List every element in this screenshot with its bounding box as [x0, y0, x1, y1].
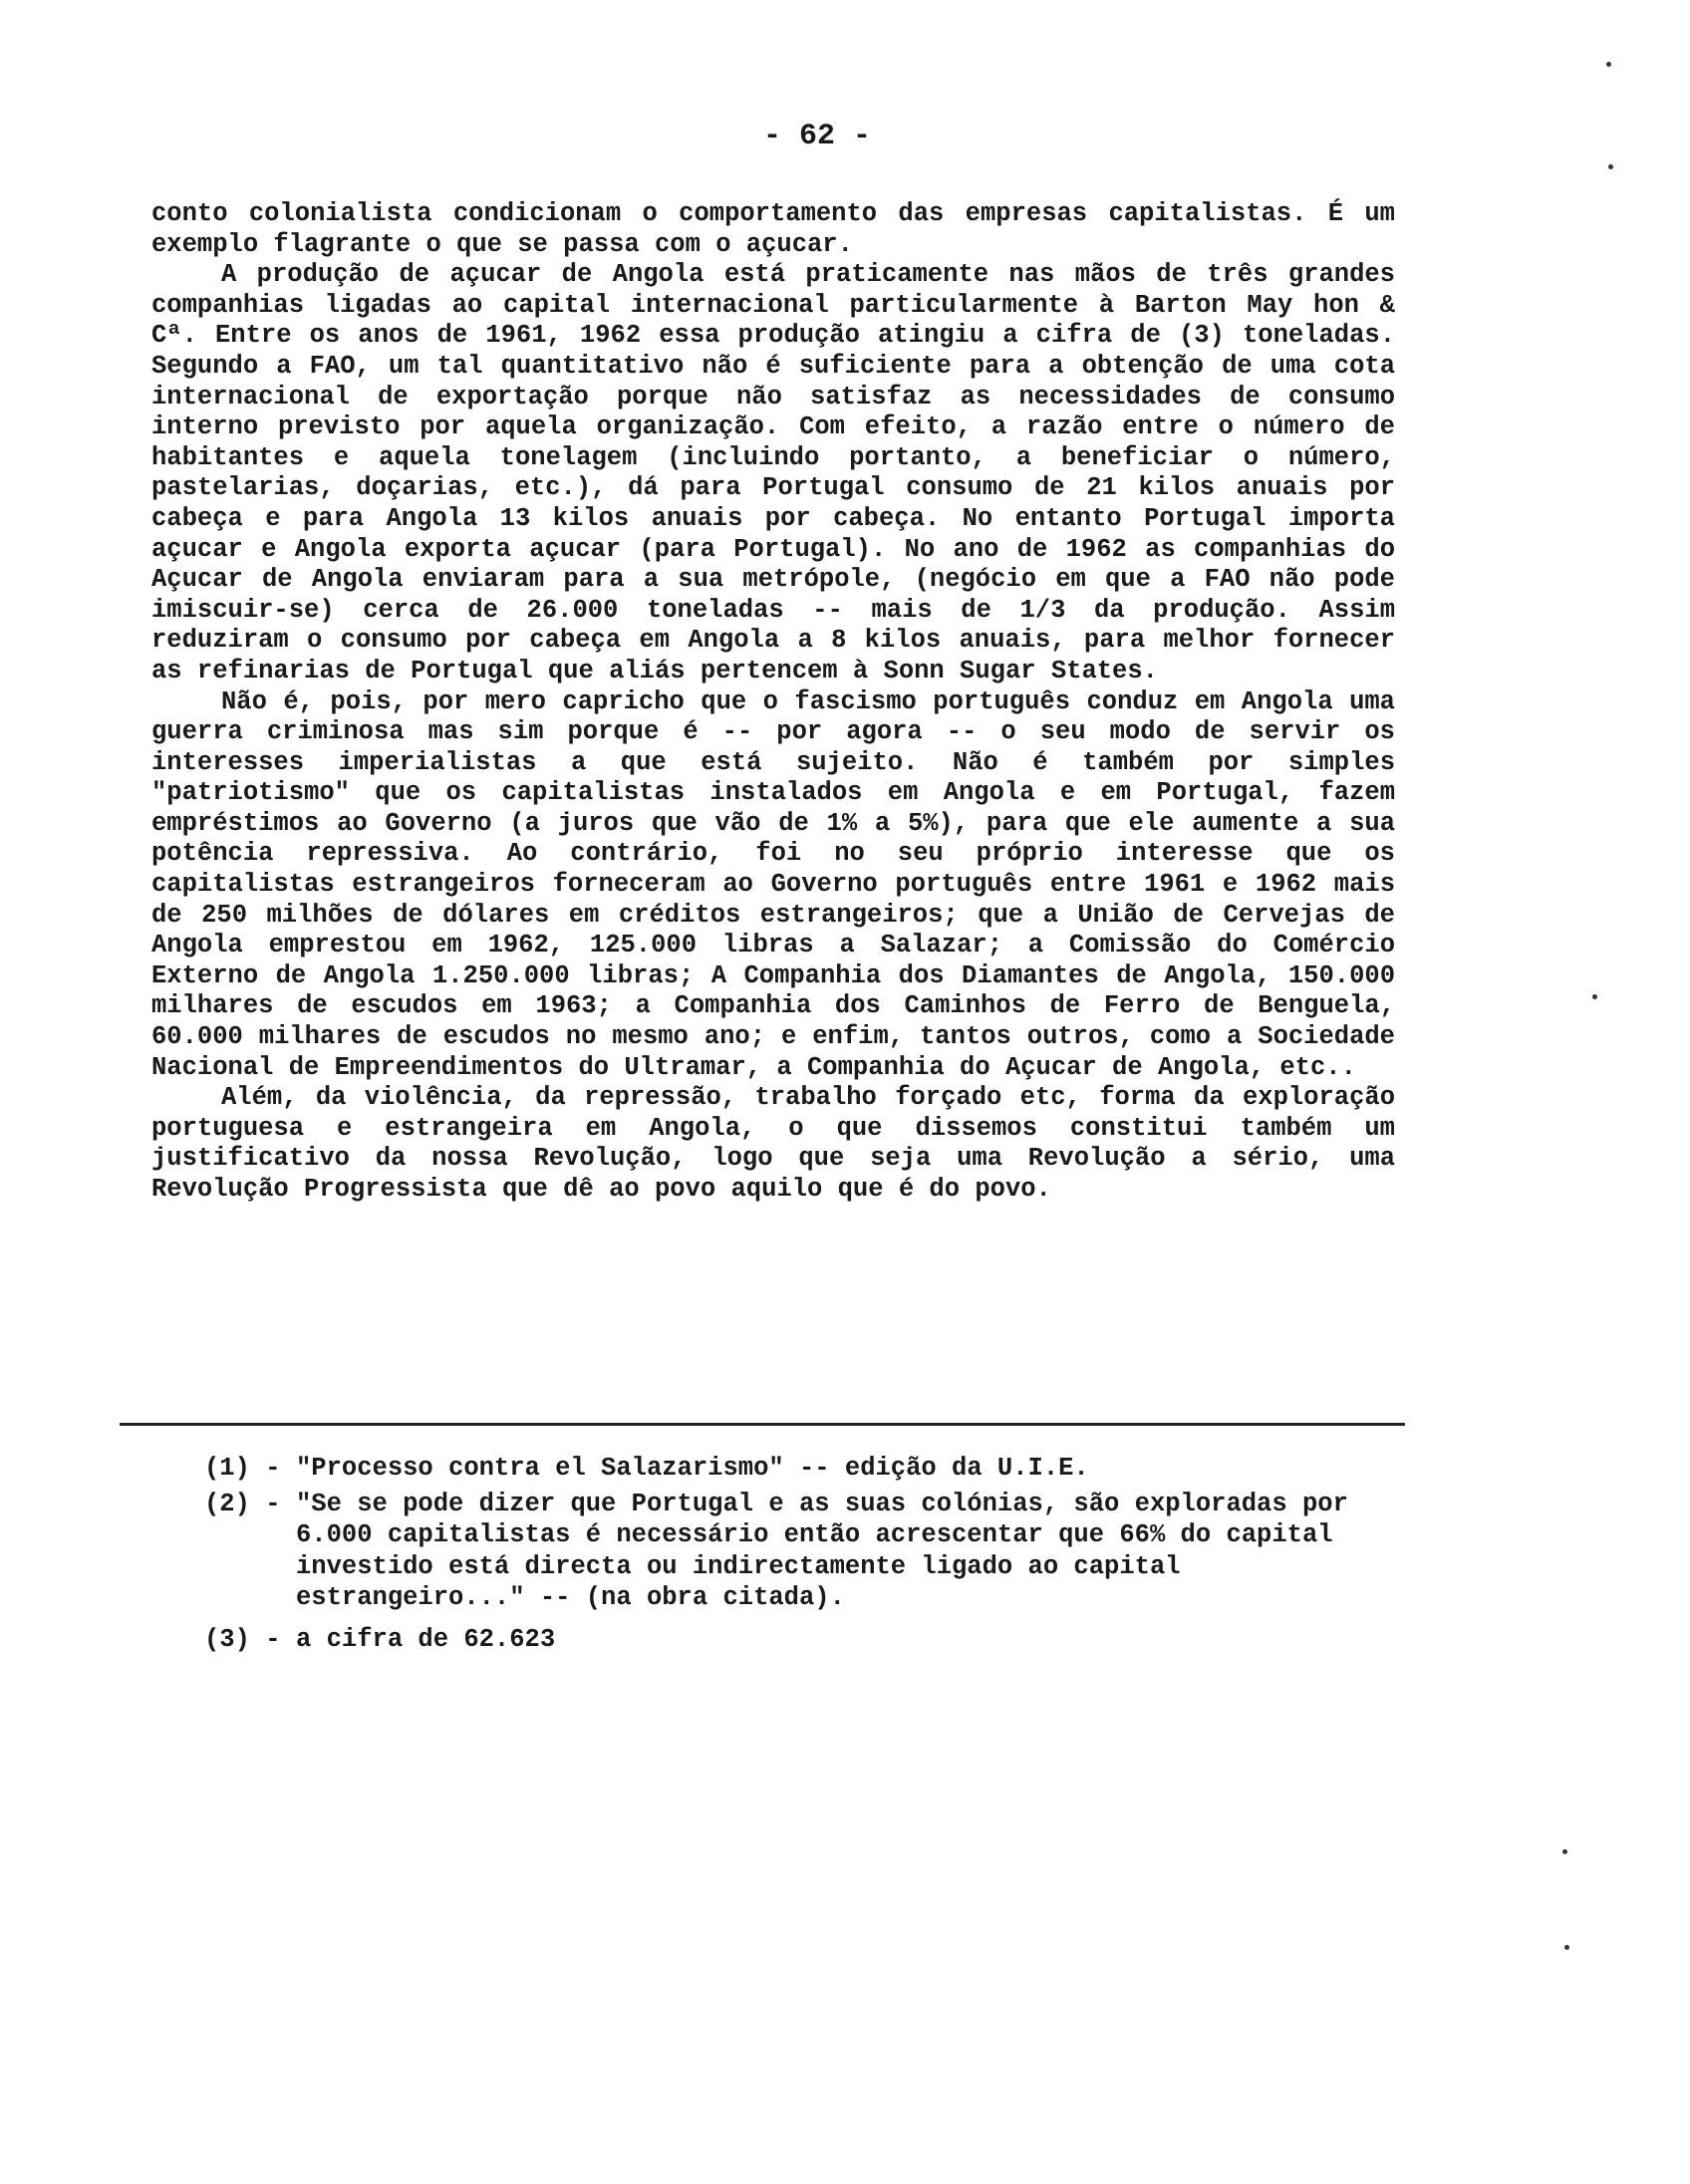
page-number: - 62 -: [762, 120, 872, 153]
footnote-mark: (2) -: [204, 1489, 281, 1518]
footnote-1: [204, 1453, 1370, 1485]
footnote-text: "Se se pode dizer que Portugal e as suas colónias, são exploradas por 6.000 capitalistas é necessário então acrescentar que 66% do capital investido está directa ou indirectamente ligado ao capital estrangeiro..." -- (na obra citada).: [296, 1489, 1348, 1612]
scan-speck: [1562, 1849, 1567, 1854]
scan-speck: [1564, 1945, 1569, 1950]
footnote-text: a cifra de 62.623: [296, 1624, 556, 1654]
scan-speck: [1608, 164, 1613, 169]
footnote-text: "Processo contra el Salazarismo" -- edição da U.I.E.: [296, 1454, 1089, 1483]
paragraph-1: conto colonialista condicionam o comportamento das empresas capitalistas. É um exemplo flagrante o que se passa com o açucar.: [151, 199, 1395, 259]
footnote-mark: (1) -: [204, 1454, 281, 1483]
scan-speck: [1592, 994, 1597, 999]
footnote-3: [204, 1624, 1370, 1656]
body-text: [151, 199, 1395, 1206]
footnote-mark: (3) -: [204, 1624, 281, 1654]
footnote-2: [204, 1489, 1370, 1614]
scan-speck: [1606, 62, 1611, 67]
footnote-divider: [120, 1423, 1405, 1426]
paragraph-3: Não é, pois, por mero capricho que o fascismo português conduz em Angola uma guerra criminosa mas sim porque é -- por agora -- o seu modo de servir os interesses imperialistas a que está sujeito. Não é também por simples "patriotismo" que os capitalistas instalados em Angola e em Portugal, fazem empréstimos ao Governo (a juros que vão de 1% a 5%), para que ele aumente a sua potência repressiva. Ao contrário, foi no seu próprio interesse que os capitalistas estrangeiros forneceram ao Governo português entre 1961 e 1962 mais de 250 milhões de dólares em créditos estrangeiros; que a União de Cervejas de Angola emprestou em 1962, 125.000 libras a Salazar; a Comissão do Comércio Externo de Angola 1.250.000 libras; A Companhia dos Diamantes de Angola, 150.000 milhares de escudos em 1963; a Companhia dos Caminhos de Ferro de Benguela, 60.000 milhares de escudos no mesmo ano; e enfim, tantos outros, como a Sociedade Nacional de Empreendimentos do Ultramar, a Companhia do Açucar de Angola, etc..: [151, 686, 1395, 1082]
paragraph-4: Além, da violência, da repressão, trabalho forçado etc, forma da exploração portuguesa e estrangeira em Angola, o que dissemos constitui também um justificativo da nossa Revolução, logo que seja uma Revolução a sério, uma Revolução Progressista que dê ao povo aquilo que é do povo.: [151, 1083, 1395, 1204]
footnotes: [204, 1453, 1370, 1659]
paragraph-2: A produção de açucar de Angola está praticamente nas mãos de três grandes companhias ligadas ao capital internacional particularmente à Barton May hon & Cª. Entre os anos de 1961, 1962 essa produção atingiu a cifra de (3) toneladas. Segundo a FAO, um tal quantitativo não é suficiente para a obtenção de uma cota internacional de exportação porque não satisfaz as necessidades de consumo interno previsto por aquela organização. Com efeito, a razão entre o número de habitantes e aquela tonelagem (incluindo portanto, a beneficiar o número, pastelarias, doçarias, etc.), dá para Portugal consumo de 21 kilos anuais por cabeça e para Angola 13 kilos anuais por cabeça. No entanto Portugal importa açucar e Angola exporta açucar (para Portugal). No ano de 1962 as companhias do Açucar de Angola enviaram para a sua metrópole, (negócio em que a FAO não pode imiscuir-se) cerca de 26.000 toneladas -- mais de 1/3 da produção. Assim reduziram o consumo por cabeça em Angola a 8 kilos anuais, para melhor fornecer as refinarias de Portugal que aliás pertencem à Sonn Sugar States.: [151, 260, 1395, 685]
